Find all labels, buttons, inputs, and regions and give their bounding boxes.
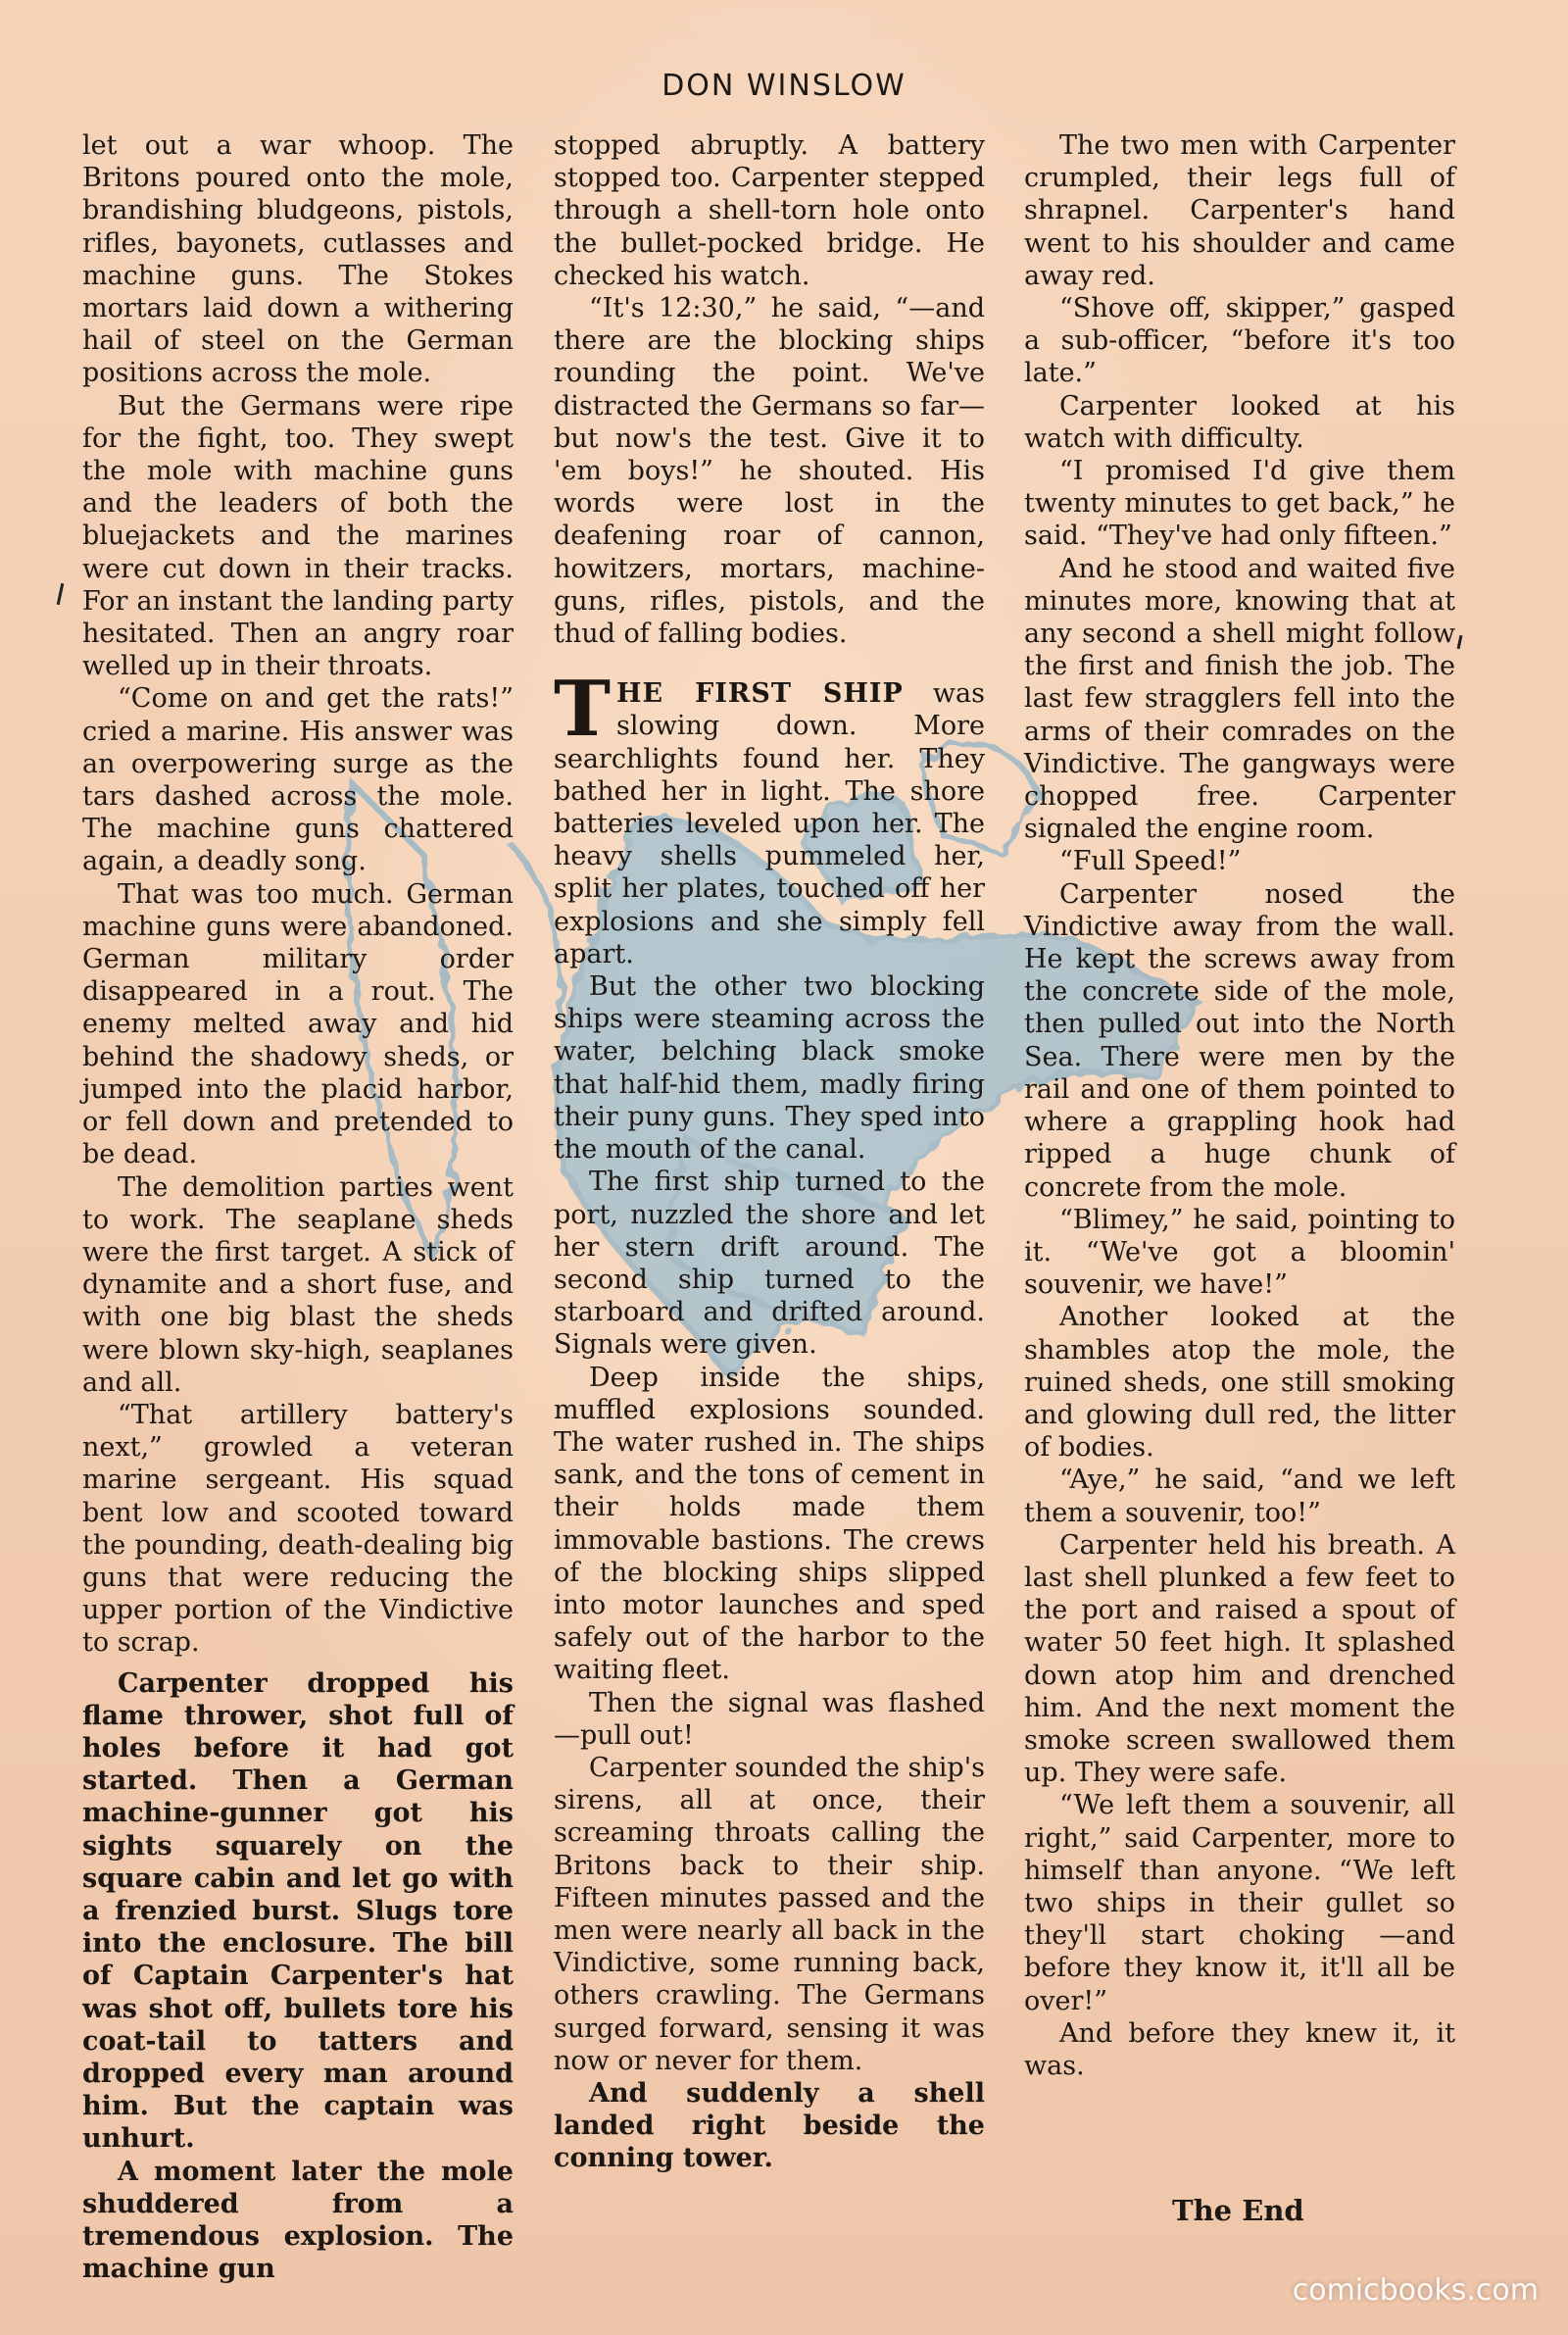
text-column-2 [554, 129, 985, 2247]
site-watermark[interactable]: comicbooks.com [1292, 2273, 1539, 2308]
paragraph: Carpenter dropped his flame thrower, shot full of holes before it had got started. Then a German machine-gunner got his sights squarely on the square cabin and let go with a frenzied burst. Slugs tore into the enclosure. The bill of Captain Carpenter's hat was shot off, bullets tore his coat-tail to tatters and dropped every man around him. But the captain was unhurt. [82, 1667, 514, 2155]
paragraph: Carpenter nosed the Vindictive away from the wall. He kept the screws away from the concrete side of the mole, then pulled out into the North Sea. There were men by the rail and one of them pointed to where a grappling hook had ripped a huge chunk of concrete from the mole. [1024, 878, 1455, 1203]
page-header: DON WINSLOW [662, 69, 906, 103]
paragraph: “Blimey,” he said, pointing to it. “We've got a bloomin' souvenir, we have!” [1024, 1204, 1455, 1301]
paragraph: “We left them a souvenir, all right,” said Carpenter, more to himself than anyone. “We left two ships in their gullet so they'll start choking —and before they know it, it'll all be over!” [1024, 1790, 1455, 2016]
ink-blemish [57, 583, 65, 605]
paragraph: And suddenly a shell landed right beside the conning tower. [554, 2077, 985, 2174]
lead-in-caps: HE FIRST SHIP [616, 678, 904, 710]
paragraph: And before they knew it, it was. [1024, 2017, 1455, 2081]
paragraph: But the other two blocking ships were steaming across the water, belching black smoke that half-hid them, madly firing their puny guns. They sped into the mouth of the canal. [554, 971, 985, 1166]
paragraph: “Shove off, skipper,” gasped a sub-officer, “before it's too late.” [1024, 293, 1455, 389]
paragraph: “Aye,” he said, “and we left them a souvenir, too!” [1024, 1465, 1455, 1528]
paragraph: But the Germans were ripe for the fight, too. They swept the mole with machine guns and the leaders of both the bluejackets and the marines were cut down in their tracks. For an instant the landing party hesitated. Then an angry roar welled up in their throats. [82, 390, 514, 682]
paragraph: A moment later the mole shuddered from a tremendous explosion. The machine gun [82, 2156, 514, 2285]
paragraph: Then the signal was flashed —pull out! [554, 1687, 985, 1751]
drop-cap: T [554, 665, 612, 755]
paragraph-body: was slowing down. More searchlights found her. They bathed her in light. The shore batteries leveled upon her. The heavy shells pummeled her, split her plates, touched off her explosions and she simply fell apart. [554, 678, 985, 969]
paragraph: Carpenter looked at his watch with difficulty. [1024, 390, 1455, 454]
paragraph: “Come on and get the rats!” cried a marine. His answer was an overpowering surge as the tars dashed across the mole. The machine guns chattered again, a deadly song. [82, 683, 514, 877]
paragraph: The two men with Carpenter crumpled, their legs full of shrapnel. Carpenter's hand went to his shoulder and came away red. [1024, 130, 1455, 291]
paragraph: Carpenter sounded the ship's sirens, all at once, their screaming throats calling the Britons back to their ship. Fifteen minutes passed and the men were nearly all back in the Vindictive, some running back, others crawling. The Germans surged forward, sensing it was now or never for them. [554, 1752, 985, 2076]
paragraph: Another looked at the shambles atop the mole, the ruined sheds, one still smoking and glowing dull red, the litter of bodies. [1024, 1302, 1455, 1464]
ink-blemish [1457, 635, 1463, 649]
paragraph: “I promised I'd give them twenty minutes to get back,” he said. “They've had only fifteen.” [1024, 456, 1455, 552]
paragraph: Carpenter held his breath. A last shell plunked a few feet to the port and raised a spout of water 50 feet high. It splashed down atop him and drenched him. And the next moment the smoke screen swallowed them up. They were safe. [1024, 1529, 1455, 1789]
paragraph: stopped abruptly. A battery stopped too. Carpenter stepped through a shell-torn hole onto the bullet-pocked bridge. He checked his watch. [554, 130, 985, 291]
paragraph: The first ship turned to the port, nuzzled the shore and let her stern drift around. The second ship turned to the starboard and drifted around. Signals were given. [554, 1167, 985, 1361]
story-end-label: The End [1172, 2194, 1304, 2227]
paragraph: The demolition parties went to work. The seaplane sheds were the first target. A stick of dynamite and a short fuse, and with one big blast the sheds were blown sky-high, seaplanes and all. [82, 1171, 514, 1398]
paragraph: And he stood and waited five minutes more, knowing that at any second a shell might follow the first and finish the job. The last few stragglers fell into the arms of their comrades on the Vindictive. The gangways were chopped free. Carpenter signaled the engine room. [1024, 553, 1455, 845]
paragraph: Deep inside the ships, muffled explosions sounded. The water rushed in. The ships sank, and the tons of cement in their holds made them immovable bastions. The crews of the blocking ships slipped into motor launches and sped safely out of the harbor to the waiting fleet. [554, 1362, 985, 1686]
paragraph: “That artillery battery's next,” growled a veteran marine sergeant. His squad bent low and scooted toward the pounding, death-dealing big guns that were reducing the upper portion of the Vindictive to scrap. [82, 1399, 514, 1659]
text-column-1 [82, 129, 514, 2285]
paragraph: let out a war whoop. The Britons poured onto the mole, brandishing bludgeons, pistols, rifles, bayonets, cutlasses and machine guns. The Stokes mortars laid down a withering hail of steel on the German positions across the mole. [82, 130, 514, 389]
section-opening-paragraph [554, 665, 985, 970]
text-column-3 [1024, 129, 1455, 2247]
paragraph: That was too much. German machine guns were abandoned. German military order disappeared in a rout. The enemy melted away and hid behind the shadowy sheds, or jumped into the placid harbor, or fell down and pretended to be dead. [82, 878, 514, 1170]
paragraph: “It's 12:30,” he said, “—and there are the blocking ships rounding the point. We've distracted the Germans so far—but now's the test. Give it to 'em boys!” he shouted. His words were lost in the deafening roar of cannon, howitzers, mortars, machine-guns, rifles, pistols, and the thud of falling bodies. [554, 293, 985, 650]
paragraph: “Full Speed!” [1059, 846, 1242, 877]
